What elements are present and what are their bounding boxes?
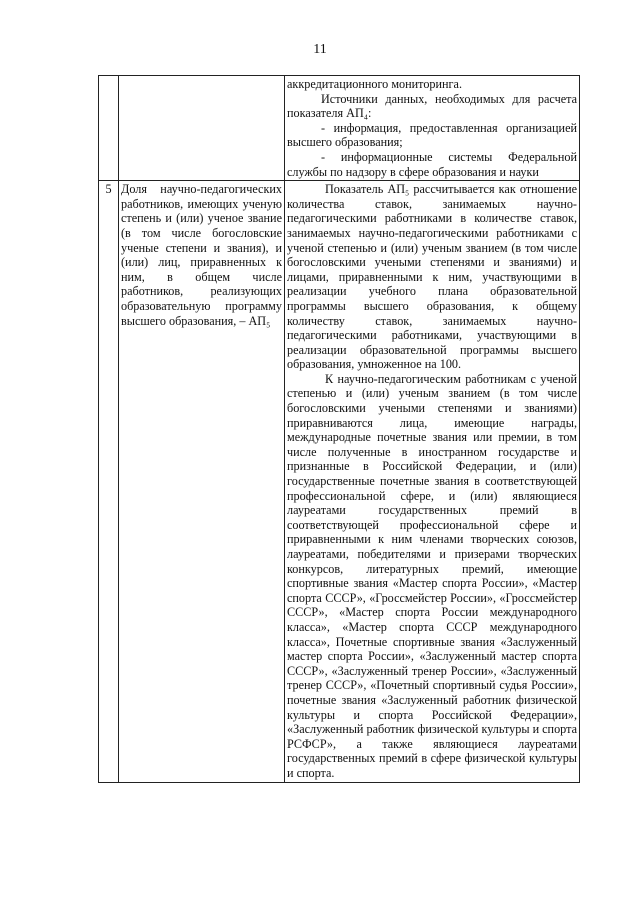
description-paragraph: К научно-педагогическим работникам с ученой степенью и (или) ученым званием (в том числе богословскими учеными степенями и званиями) приравниваются лица, имеющие награды, международные почетные звания или премии, в том числе полученные в иностранном государстве и признанные в Российской Федерации, и (или) государственные почетные звания в соответствующей профессиональной сфере, и (или) являющиеся лауреатами государственных премий в соответствующей профессиональной сфере и приравненными к ним членами творческих союзов, лауреатами, победителями и призерами творческих конкурсов, литературных премий, имеющие спортивные звания «Мастер спорта России», «Мастер спорта СССР», «Гроссмейстер России», «Гроссмейстер СССР», «Мастер спорта России международного класса», «Мастер спорта СССР международного класса», Почетные спортивные звания «Заслуженный мастер спорта России», «Заслуженный мастер спорта СССР», «Заслуженный тренер России», «Заслуженный тренер СССР», «Почетный спортивный судья России», почетные звания «Заслуженный работник физической культуры и спорта Российской Федерации», «Заслуженный работник физической культуры и спорта РСФСР», а также являющиеся лауреатами государственных премий в сфере физической культуры и спорта. xyxy=(287,371,577,780)
indicator-name-cell: Доля научно-педагогических работников, имеющих ученую степень и (или) ученое звание (в том числе богословские ученые степени и звания), и (или) лиц, приравненных к ним, в общем числе работников, реализующих образовательную программу высшего образования, – АП₅ xyxy=(119,181,285,782)
description-paragraph: - информация, предоставленная организацией высшего образования; xyxy=(287,120,577,150)
table-row xyxy=(99,76,580,181)
page-number: 11 xyxy=(313,42,327,57)
description-paragraph: - информационные системы Федеральной службы по надзору в сфере образования и науки xyxy=(287,149,577,179)
indicators-table xyxy=(98,75,580,783)
description-paragraph: аккредитационного мониторинга. xyxy=(287,77,463,91)
indicator-name-cell xyxy=(119,76,285,181)
row-number-cell xyxy=(99,76,119,181)
row-number-cell: 5 xyxy=(99,181,119,782)
description-paragraph: Источники данных, необходимых для расчета показателя АП₄: xyxy=(287,91,577,121)
indicator-description-cell xyxy=(285,181,580,782)
description-paragraph: Показатель АП₅ рассчитывается как отношение количества ставок, занимаемых научно-педагогическими работниками в количестве ставок, занимаемых научно-педагогическими работниками с ученой степенью и (или) ученым званием (в том числе богословскими учеными степенями и званиями) и лицами, приравненными к ним, участвующими в реализации учебного плана образовательной программы высшего образования, к общему количеству ставок, занимаемых научно-педагогическими работниками, участвующими в реализации образовательной программы высшего образования, умноженное на 100. xyxy=(287,182,577,372)
table-row xyxy=(99,181,580,782)
indicator-description-cell xyxy=(285,76,580,181)
